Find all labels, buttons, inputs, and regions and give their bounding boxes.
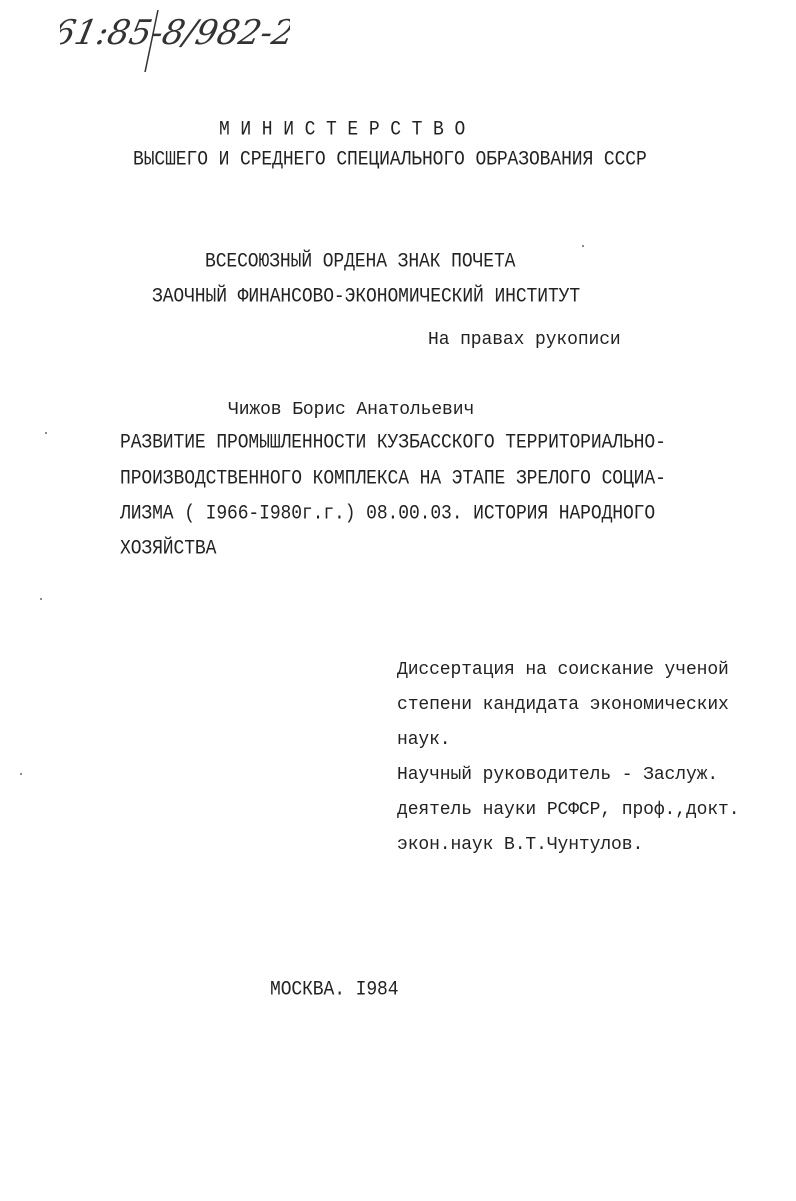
speck bbox=[20, 773, 22, 775]
ministry-subtitle: ВЫСШЕГО И СРЕДНЕГО СПЕЦИАЛЬНОГО ОБРАЗОВАНИЯ СССР bbox=[133, 148, 647, 172]
title-line: ПРОИЗВОДСТВЕННОГО КОМПЛЕКСА НА ЭТАПЕ ЗРЕЛОГО СОЦИА- bbox=[120, 467, 666, 491]
manuscript-note: На правах рукописи bbox=[428, 330, 621, 350]
speck bbox=[40, 598, 42, 600]
author-name: Чижов Борис Анатольевич bbox=[228, 400, 475, 420]
title-line: ХОЗЯЙСТВА bbox=[120, 537, 217, 561]
city-year: МОСКВА. I984 bbox=[270, 978, 399, 1002]
archive-mark-text: 61:85-8/982-2 bbox=[60, 13, 290, 53]
handwritten-archive-mark bbox=[60, 2, 290, 77]
dissertation-line: наук. bbox=[397, 730, 451, 750]
dissertation-line: Научный руководитель - Заслуж. bbox=[397, 765, 719, 785]
institute-line-2: ЗАОЧНЫЙ ФИНАНСОВО-ЭКОНОМИЧЕСКИЙ ИНСТИТУТ bbox=[152, 285, 581, 309]
dissertation-line: экон.наук В.Т.Чунтулов. bbox=[397, 835, 644, 855]
speck bbox=[582, 245, 584, 247]
dissertation-line: Диссертация на соискание ученой bbox=[397, 660, 729, 680]
dissertation-line: степени кандидата экономических bbox=[397, 695, 729, 715]
title-line: ЛИЗМА ( I966-I980г.г.) 08.00.03. ИСТОРИЯ НАРОДНОГО bbox=[120, 502, 656, 526]
dissertation-line: деятель науки РСФСР, проф.,докт. bbox=[397, 800, 740, 820]
speck bbox=[45, 432, 47, 434]
ministry-title: М И Н И С Т Е Р С Т В О bbox=[219, 118, 466, 142]
institute-line-1: ВСЕСОЮЗНЫЙ ОРДЕНА ЗНАК ПОЧЕТА bbox=[205, 250, 516, 274]
title-line: РАЗВИТИЕ ПРОМЫШЛЕННОСТИ КУЗБАССКОГО ТЕРРИТОРИАЛЬНО- bbox=[120, 431, 666, 455]
